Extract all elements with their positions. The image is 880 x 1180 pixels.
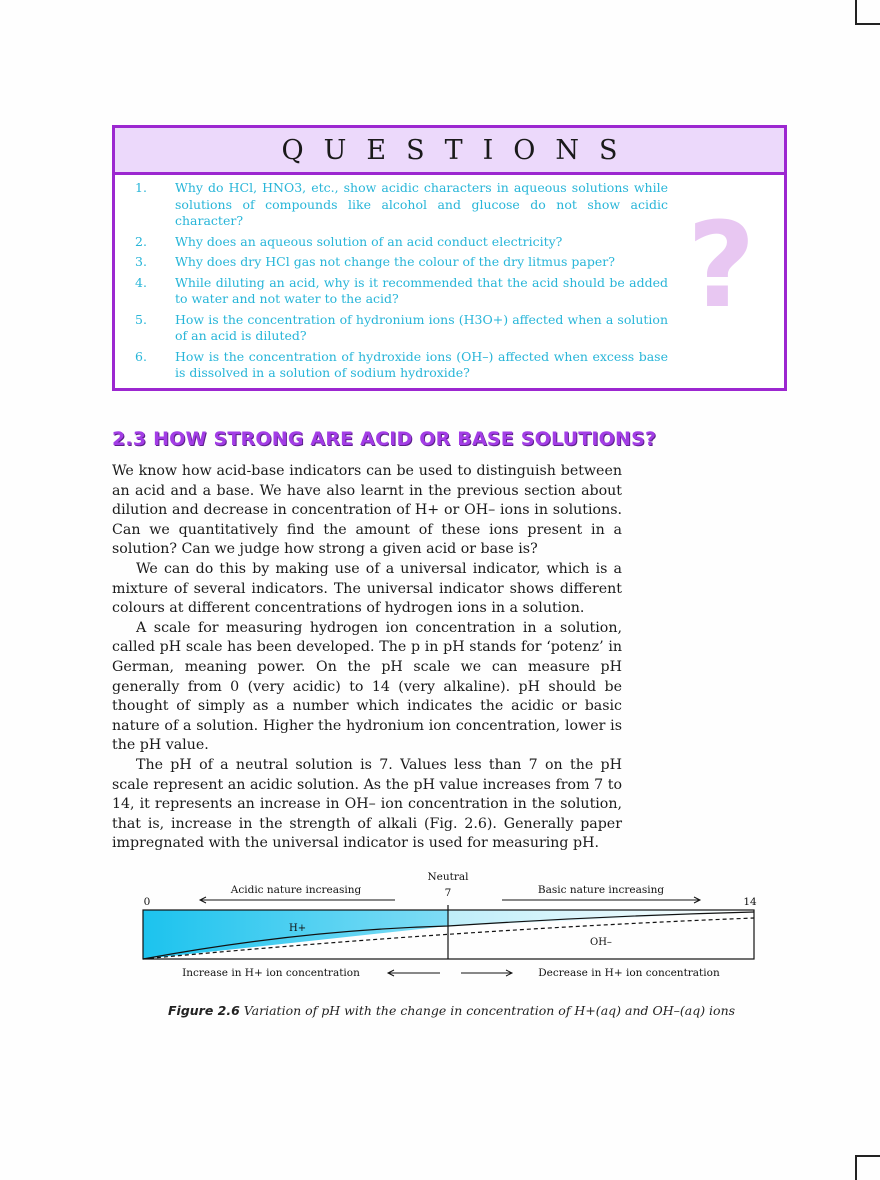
question-text: Why does dry HCl gas not change the colour of the dry litmus paper? xyxy=(175,254,615,269)
paragraph: The pH of a neutral solution is 7. Values less than 7 on the pH scale represent an acidic solution. As the pH value increases from 7 to 14, it represents an increase in OH– ion concentration in the solution, that is, increase in the strength of alkali (Fig. 2.6). Generally paper impregnated with the universal indicator is used for measuring pH. xyxy=(112,756,622,852)
figure-caption xyxy=(168,1003,735,1018)
crop-mark-top-right xyxy=(855,0,880,25)
question-number: 2. xyxy=(135,233,147,249)
basic-label: Basic nature increasing xyxy=(537,884,665,896)
neutral-label: Neutral xyxy=(427,871,469,883)
tick-label-7: 7 xyxy=(444,887,452,899)
decrease-label: Decrease in H+ ion concentration xyxy=(538,967,720,979)
question-item xyxy=(115,254,668,271)
questions-header xyxy=(115,128,784,175)
question-number: 1. xyxy=(135,180,147,195)
question-number: 4. xyxy=(135,274,147,290)
paragraph: We know how acid-base indicators can be used to distinguish between an acid and a base. We have also learnt in the previous section about dilution and decrease in concentration of H+ or OH– ions in solutions. Can we quantitatively find the amount of these ions present in a solution? Can we judge how strong a given acid or base is? xyxy=(112,463,622,558)
crop-mark-bottom-right xyxy=(855,1155,880,1180)
question-text: Why do HCl, HNO3, etc., show acidic characters in aqueous solutions while solutions of compounds like alcohol and glucose do not show acidic character? xyxy=(175,180,668,228)
question-text: How is the concentration of hydronium ions (H3O+) affected when a solution of an acid is diluted? xyxy=(175,311,668,343)
question-number: 3. xyxy=(135,254,147,269)
questions-heading: QUESTIONS xyxy=(281,134,638,166)
oh-ion-label: OH– xyxy=(590,937,612,948)
caption-text: Variation of pH with the change in concentration of H+(aq) and OH–(aq) ions xyxy=(243,1003,736,1018)
questions-list xyxy=(115,180,668,386)
questions-box xyxy=(112,125,787,391)
question-item xyxy=(115,312,668,345)
paragraph: We can do this by making use of a universal indicator, which is a mixture of several indicators. The universal indicator shows different colours at different concentrations of hydrogen ions in a solution. xyxy=(112,560,622,617)
body-text xyxy=(112,462,622,854)
paragraph: A scale for measuring hydrogen ion concentration in a solution, called pH scale has been developed. The p in pH stands for ‘potenz’ in German, meaning power. On the pH scale we can measure pH generally from 0 (very acidic) to 14 (very alkaline). pH should be thought of simply as a number which indicates the acidic or basic nature of a solution. Higher the hydronium ion concentration, lower is the pH value. xyxy=(112,619,622,754)
tick-label-0: 0 xyxy=(143,896,151,908)
h-ion-label: H+ xyxy=(289,923,307,934)
question-number: 6. xyxy=(135,348,147,364)
question-text: How is the concentration of hydroxide ions (OH–) affected when excess base is dissolved in a solution of sodium hydroxide? xyxy=(175,348,668,380)
question-text: Why does an aqueous solution of an acid conduct electricity? xyxy=(175,233,563,249)
ph-scale-figure xyxy=(0,860,880,990)
question-item xyxy=(115,275,668,308)
question-item xyxy=(115,349,668,382)
question-text: While diluting an acid, why is it recommended that the acid should be added to water and not water to the acid? xyxy=(175,274,668,306)
increase-label: Increase in H+ ion concentration xyxy=(182,967,360,979)
question-item xyxy=(115,180,668,230)
acidic-label: Acidic nature increasing xyxy=(230,884,362,896)
question-mark-icon: ? xyxy=(687,196,756,334)
question-item xyxy=(115,234,668,251)
question-number: 5. xyxy=(135,311,147,327)
tick-label-14: 14 xyxy=(743,896,757,908)
section-title: 2.3 HOW STRONG ARE ACID OR BASE SOLUTIONS? xyxy=(112,428,657,450)
caption-prefix: Figure 2.6 xyxy=(168,1003,240,1018)
